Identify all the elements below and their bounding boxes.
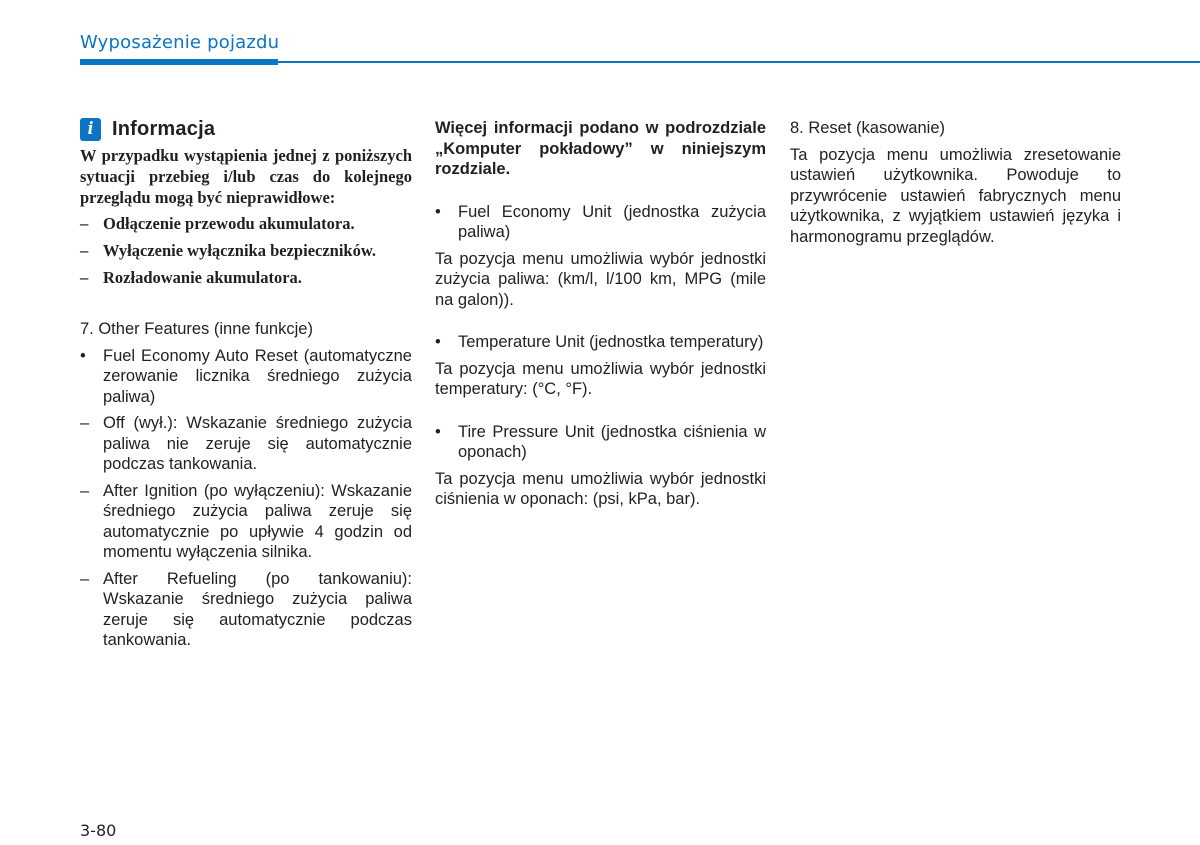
bullet-marker: •: [435, 202, 441, 221]
bullet-text: Tire Pressure Unit (jednostka ciśnienia w oponach): [458, 422, 766, 461]
other-features-heading: 7. Other Features (inne funkcje): [80, 320, 313, 338]
bullet-marker: •: [435, 333, 441, 351]
fuel-unit-description: Ta pozycja menu umożliwia wybór jednostki zużycia paliwa: (km/l, l/100 km, MPG (mile na galon)).: [435, 249, 766, 309]
bullet-text: Fuel Economy Auto Reset (automatyczne zerowanie licznika średniego zużycia paliwa): [103, 346, 412, 406]
dash-item: [80, 569, 412, 651]
info-box-item: [80, 267, 412, 288]
dash-marker: –: [80, 414, 90, 432]
column-2: [435, 118, 766, 510]
info-box-item-text: Odłączenie przewodu akumulatora.: [103, 214, 355, 233]
dash-marker: –: [80, 481, 90, 500]
header-rule-accent: [80, 59, 278, 65]
dash-marker: –: [80, 241, 89, 260]
bullet-text: Fuel Economy Unit (jednostka zużycia paliwa): [458, 202, 766, 241]
dash-item: [80, 481, 412, 563]
bullet-item: [435, 422, 766, 463]
dash-marker: –: [80, 214, 89, 233]
info-box-item: [80, 213, 412, 234]
info-box-item: [80, 240, 412, 261]
column-3: [790, 118, 1121, 247]
info-box-item-text: Wyłączenie wyłącznika bezpieczników.: [103, 241, 376, 260]
bullet-item: [80, 346, 412, 408]
info-box-item-text: Rozładowanie akumulatora.: [103, 268, 302, 287]
reset-description: Ta pozycja menu umożliwia zresetowanie ustawień użytkownika. Powoduje to przywrócenie ustawień fabrycznych menu użytkownika, z wyjątkiem ustawień języka i harmonogramu przeglądów.: [790, 145, 1121, 246]
bullet-item: [435, 202, 766, 243]
dash-marker: –: [80, 268, 89, 287]
bullet-item: [435, 332, 766, 353]
reference-note: Więcej informacji podano w podrozdziale „Komputer pokładowy” w niniejszym rozdziale.: [435, 119, 766, 178]
page-number: 3-80: [80, 821, 117, 840]
temperature-unit-description: Ta pozycja menu umożliwia wybór jednostki temperatury: (°C, °F).: [435, 359, 766, 398]
column-1: [80, 118, 412, 657]
bullet-marker: •: [435, 422, 441, 441]
section-title: Wyposażenie pojazdu: [80, 32, 280, 53]
info-box-title: Informacja: [112, 118, 216, 141]
dash-text: After Ignition (po wyłączeniu): Wskazanie średniego zużycia paliwa zeruje się automatycznie po upływie 4 godzin od momentu wyłączenia silnika.: [103, 481, 412, 561]
bullet-marker: •: [80, 346, 86, 365]
bullet-text: Temperature Unit (jednostka temperatury): [458, 333, 764, 351]
dash-item: [80, 413, 412, 475]
reset-heading: 8. Reset (kasowanie): [790, 119, 945, 137]
info-icon: i: [80, 118, 101, 141]
info-box-intro: W przypadku wystąpienia jednej z poniższych sytuacji przebieg i/lub czas do kolejnego przeglądu mogą być nieprawidłowe:: [80, 146, 412, 207]
dash-text: Off (wył.): Wskazanie średniego zużycia paliwa nie zeruje się automatycznie podczas tankowania.: [103, 414, 412, 473]
dash-text: After Refueling (po tankowaniu): Wskazanie średniego zużycia paliwa zeruje się automatycznie podczas tankowania.: [103, 569, 412, 649]
tire-pressure-unit-description: Ta pozycja menu umożliwia wybór jednostki ciśnienia w oponach: (psi, kPa, bar).: [435, 469, 766, 508]
info-box-list: [80, 213, 412, 288]
dash-marker: –: [80, 569, 90, 588]
info-box-header: [80, 118, 412, 141]
